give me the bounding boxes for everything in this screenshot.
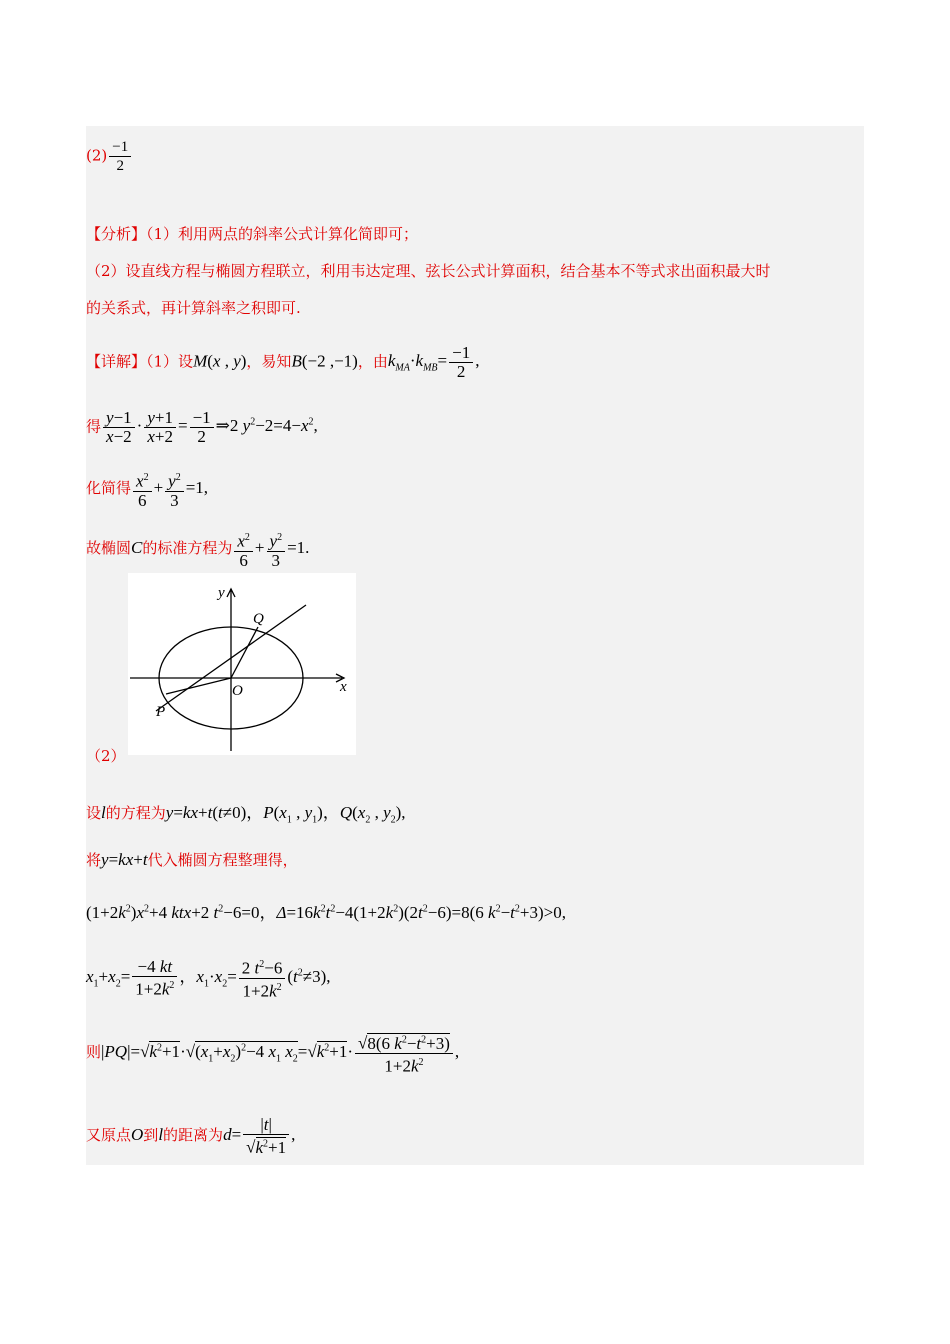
detail-line-1: 【详解】（1）设M(x , y)，易知B(−2 ,−1)，由$k_{MA}\cdot k_{MB}=$ $\frac{-1}{2}$ ,	[86, 343, 480, 381]
formula-point-m: M(x , y)	[193, 351, 247, 371]
part-2-label: （2）	[86, 747, 126, 765]
formula-line-l: y=kx+t(t≠0)，$P(x_1$ , $y_1$)，$Q(x_2$ , $y_2$),	[165, 803, 406, 826]
detail-line-7	[86, 899, 566, 923]
formula-distance: d= $\frac{|t|}{√k^2+1}$ ,	[223, 1115, 296, 1157]
detail-tag: 【详解】	[86, 352, 147, 371]
detail-line-8	[86, 956, 331, 1000]
answer-2	[86, 138, 133, 175]
label-q: Q	[253, 611, 264, 627]
detail-line-6: 将y=kx+t代入椭圆方程整理得，	[86, 850, 298, 869]
analysis-line-2: （2）设直线方程与椭圆方程联立，利用韦达定理、弦长公式计算面积，结合基本不等式求出面积最大时	[86, 262, 771, 280]
formula-vieta: $x_1+x_2=$ $\frac{-4 kt}{1+2k^2}$ ，$x_1\cdot x_2=$ $\frac{2 t^2-6}{1+2k^2}$ $(t^2\ne 3)$,	[86, 956, 331, 1001]
formula-ellipse-standard: $\frac{x^2}{6}$ + $\frac{y^2}{3}$ =1.	[232, 538, 309, 557]
ellipse-figure	[128, 573, 356, 755]
formula-quadratic-discriminant: $(1+2k^2)x^2+4$ ktx+2 $t^2-6=0$，$\Delta=16k^2t^2-4(1+2k^2)(2t^2-6)=8(6$ $k^2-t^2+3)>0$,	[86, 902, 566, 922]
analysis-tag: 【分析】	[86, 225, 147, 243]
label-p: P	[156, 704, 166, 720]
ellipse-name: C	[131, 538, 143, 558]
formula-chord-length: $|PQ|=√k^2+1\cdot√(x_1+x_2)^2-4$ $x_1$ $x_2=√k^2+1\cdot$ $\frac{√8(6 k^2-t^2+3)}{1+2k^2}$ ,	[101, 1042, 459, 1061]
detail-line-4: 故椭圆C的标准方程为 $\frac{x^2}{6}$ + $\frac{y^2}{3}$ =1.	[86, 529, 309, 570]
detail-line-10: 又原点O到l的距离为d= $\frac{|t|}{√k^2+1}$ ,	[86, 1115, 296, 1157]
answer-label: (2)	[86, 146, 108, 165]
label-o: O	[232, 683, 243, 699]
formula-slope-product: $k_{MA}\cdot k_{MB}=$ $\frac{-1}{2}$ ,	[387, 343, 480, 381]
formula-substitute: y=kx+t	[101, 850, 148, 869]
label-y: y	[218, 585, 225, 601]
detail-line-2: 得 $\frac{y-1}{x-2}$ · $\frac{y+1}{x+2}$ = $\frac{-1}{2}$ ⇒2 $y^2-2=4-x^2$,	[86, 408, 318, 446]
formula-slope-equation: $\frac{y-1}{x-2}$ · $\frac{y+1}{x+2}$ = $\frac{-1}{2}$ ⇒2 $y^2-2=4-x^2$,	[101, 416, 318, 435]
detail-line-9: 则$|PQ|=√k^2+1\cdot√(x_1+x_2)^2-4$ $x_1$ $x_2=√k^2+1\cdot$ $\frac{√8(6 k^2-t^2+3)}{1+2k^2}$ ,	[86, 1031, 459, 1075]
analysis-line-1: 【分析】（1）利用两点的斜率公式计算化简即可；	[86, 225, 419, 243]
answer-fraction: $\frac{-1}{2}$	[109, 138, 131, 175]
segment-oq	[231, 627, 258, 678]
solution-panel	[86, 126, 864, 1165]
analysis-line-3: 的关系式，再计算斜率之积即可.	[86, 299, 301, 317]
formula-ellipse-simplified: $\frac{x^2}{6}$ + $\frac{y^2}{3}$ =1,	[131, 478, 208, 497]
ellipse-diagram	[128, 573, 356, 755]
detail-line-3: 化简得 $\frac{x^2}{6}$ + $\frac{y^2}{3}$ =1,	[86, 469, 208, 510]
detail-line-5: 设l的方程为y=kx+t(t≠0)，$P(x_1$ , $y_1$)，$Q(x_2$ , $y_2$),	[86, 803, 406, 826]
label-x: x	[340, 679, 347, 695]
formula-point-b: B(−2 ,−1)	[291, 351, 358, 371]
